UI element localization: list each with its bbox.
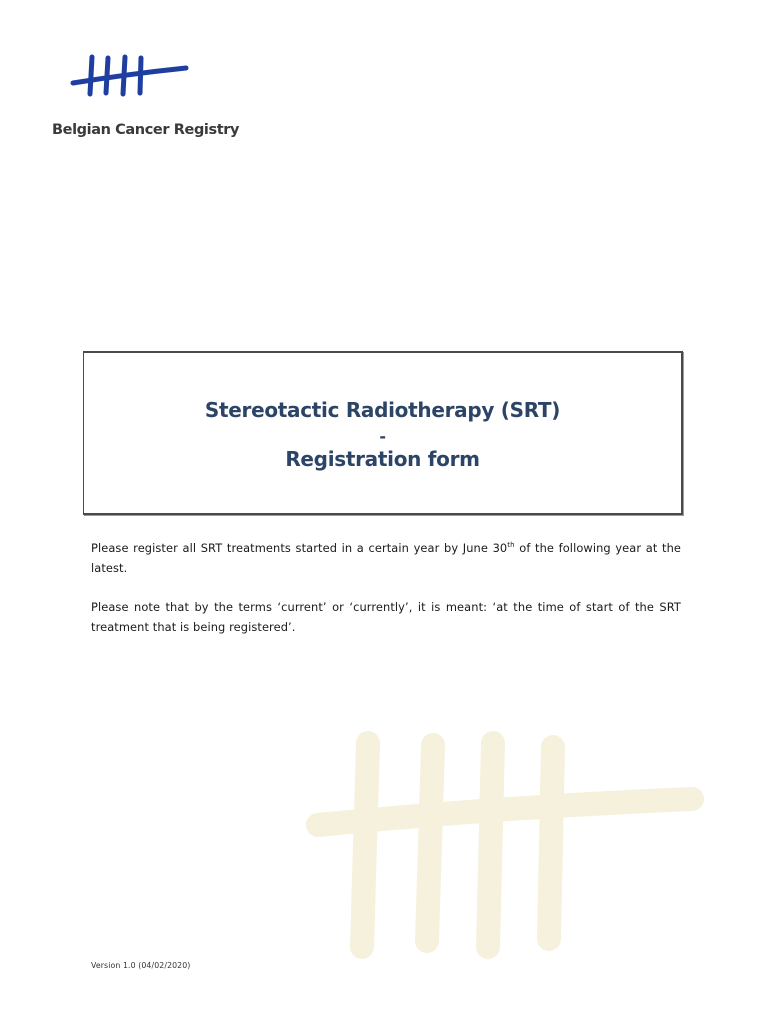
document-title: Stereotactic Radiotherapy (SRT) bbox=[204, 398, 561, 422]
tally-marks-logo-icon bbox=[68, 52, 198, 98]
ordinal-suffix: th bbox=[507, 541, 515, 549]
title-separator: - bbox=[379, 427, 386, 446]
paragraph-text: Please register all SRT treatments started in a certain year by June 30 bbox=[91, 541, 508, 555]
document-subtitle: Registration form bbox=[285, 447, 480, 471]
title-box bbox=[83, 351, 683, 515]
tally-marks-watermark-icon bbox=[300, 725, 710, 975]
version-footer: Version 1.0 (04/02/2020) bbox=[91, 961, 191, 970]
organization-name: Belgian Cancer Registry bbox=[52, 122, 240, 138]
terms-note-paragraph: Please note that by the terms ‘current’ or ‘currently’, it is meant: ‘at the time of start of the SRT treatment that is being registered’. bbox=[91, 600, 681, 634]
paragraph-text-end: of the following year at the latest. bbox=[91, 541, 681, 575]
belgian-cancer-registry-logo bbox=[52, 52, 240, 144]
registration-deadline-paragraph bbox=[91, 538, 681, 578]
